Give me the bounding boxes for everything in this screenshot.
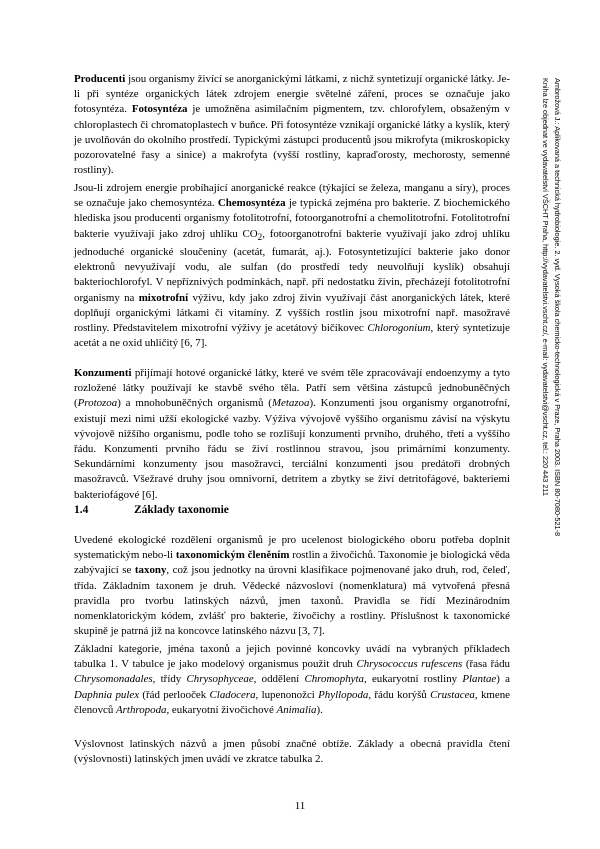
taxon-name: Crustacea	[430, 688, 475, 701]
term-chemosynteza: Chemosyntéza	[217, 197, 286, 210]
taxon-name: Daphnia pulex	[74, 688, 140, 701]
paragraph-chemosynteza: Jsou-li zdrojem energie probíhající anorganické reakce (týkající se železa, manganu a síry), proces se označuje jako chemosyntéza. Chemosyntéza je typická zejména pro bakterie. Z biochemického hlediska jsou producenti organismy fotolitotrofní, fotoorganotrofní a chemolitotrofní. Fotolitotrofní bakterie využívají jako zdroj uhlíku $CO_2$, fotoorganotrofní bakterie využívají jako zdroj uhlíku jednoduché organické sloučeniny (acetát, fumarát, aj.). Fotosyntetizující bakterie jako donor elektronů nevyužívají vodu, ale sulfan (do prostředí tedy neuvolňují kyslík) obsahují bakteriochlorofyl. V nepříznivých podmínkách, např. při nedostatku živin, přecházejí fotolitotrofní organismy na mixotrofní výživu, kdy jako zdroj živin využívají část anorganických látek, které doplňují organickými látkami či vitamíny. Z vyšších rostlin jsou mixotrofní např. masožravé rostliny. Představitelem mixotrofní výživy je acetátový bičíkovec Chlorogonium, který syntetizuje acetát a ne oxid uhličitý [6, 7].	[74, 182, 510, 350]
paragraph-producenti: Producenti jsou organismy živící se anorganickými látkami, z nichž syntetizují organické látky. Je-li při syntéze organických látek zdrojem energie světelné záření, proces se označuje jako fotosyntéza. Fotosyntéza je umožněna asimilačním pigmentem, tzv. chlorofylem, obsaženým v chloroplastech či chromatoplastech v buňce. Při fotosyntéze vznikají organické látky a kyslík, který je uvolňován do okolního prostředí. Typickými zástupci producentů jsou mikrofyta (mikroskopicky pozorovatelné řasy a sinice) a makrofyta (vyšší rostliny, kapraďorosty, mechorosty, semenné rostliny).	[74, 73, 510, 177]
taxon-name: Arthropoda	[116, 703, 167, 716]
term-taxonomicke-cleneni: taxonomickým členěním	[175, 549, 290, 562]
taxon-name: Chrysophyceae	[186, 673, 254, 686]
term-fotosynteza: Fotosyntéza	[131, 103, 188, 116]
term-producenti: Producenti	[74, 73, 126, 85]
section-heading	[74, 503, 510, 518]
taxon-chlorogonium: Chlorogonium	[367, 322, 431, 334]
term-mixotrofni: mixotrofní	[138, 291, 189, 304]
taxon-name: Plantae	[462, 673, 497, 686]
section-title: Základy taxonomie	[134, 504, 229, 516]
page-number: 11	[294, 800, 306, 812]
taxon-name: Chrysococcus rufescens	[356, 658, 463, 671]
taxon-protozoa: Protozoa	[77, 397, 118, 410]
paragraph-taxonomie: Uvedené ekologické rozdělení organismů je pro ucelenost biologického oboru potřeba doplnit systematickým nebo-li taxonomickým členěním rostlin a živočichů. Taxonomie je biologická věda zabývající se taxony, což jsou jednotky na úrovni klasifikace pojmenované jako druh, rod, čeleď, třída. Základním taxonem je druh. Vědecké názvosloví (nomenklatura) má vytvořená přesná pravidla pro tvorbu latinských názvů, jmen taxonů. Pravidla se řídí Mezinárodním nomenklatorickým kódem, zvlášť pro bakterie, živočichy a rostliny. Příslušnost k taxonomické skupině je patrná již na koncovce latinského názvu [3, 7].	[74, 534, 510, 638]
citation-line: Ambrožová J.: Aplikovaná a technická hydrobiologie. 2. vyd. Vysoká škola chemicko-technologická v Praze, Praha 2003. ISBN 80-7080-521-8	[553, 78, 562, 537]
taxon-name: Chrysomonadales	[74, 673, 153, 686]
taxon-name: Phyllopoda	[318, 688, 369, 701]
paragraph-zakladni-kategorie: Základní kategorie, jména taxonů a jejich povinné koncovky uvádí na vybraných příkladech tabulka 1. V tabulce je jako modelový organismus použit druh Chrysococcus rufescens (řasa řádu Chrysomonadales, třídy Chrysophyceae, oddělení Chromophyta, eukaryotní rostliny Plantae) a Daphnia pulex (řád perlooček Cladocera, lupenonožci Phyllopoda, řádu korýšů Crustacea, kmene členovců Arthropoda, eukaryotní živočichové Animalia).	[74, 643, 510, 716]
section-number: 1.4	[74, 504, 89, 516]
taxon-name: Animalia	[276, 703, 317, 716]
taxon-name: Cladocera	[209, 688, 256, 701]
citation-sidebar	[527, 78, 563, 598]
order-info-line: Kniha lze objednat ve vydavatelství VŠCHT Praha, http://vydavatelstvi.vscht.cz/, e-mail: vydavatelstvi@vscht.cz, tel.: 220 443 211	[541, 78, 550, 496]
term-taxony: taxony	[134, 564, 167, 577]
taxon-metazoa: Metazoa	[271, 397, 310, 410]
paragraph-vyslovnost: Výslovnost latinských názvů a jmen působí značné obtíže. Základy a obecná pravidla čtení (výslovnosti) latinských jmen uvádí ve zkratce tabulka 2.	[74, 738, 510, 766]
paragraph-konzumenti: Konzumenti přijímají hotové organické látky, které ve svém těle zpracovávají endoenzymy a tyto rozložené látky používají ke stavbě svého těla. Patří sem většina zástupců jednobuněčných (Protozoa) a mnohobuněčných organismů (Metazoa). Konzumenti jsou organismy organotrofní, existují mezi nimi užší ekologické vazby. Výživa vývojově vyššího organismu závisí na výskytu vývojově nižšího organismu, podle toho se rozlišují konzumenti prvního, druhého, třetí a vyššího řádu. Konzumenti prvního řádu se živí rostlinnou stravou, jsou primárními konzumenty. Sekundárními konzumenty jsou masožravci, terciální konzumenti jsou predátoři drobných masožravců. Všežravé druhy jsou omnivorní, detritem a zbytky se živí detritofágové, bakteriemi bakteriofágové [6].	[74, 367, 510, 501]
term-konzumenti: Konzumenti	[74, 367, 132, 379]
taxon-name: Chromophyta	[304, 673, 364, 686]
